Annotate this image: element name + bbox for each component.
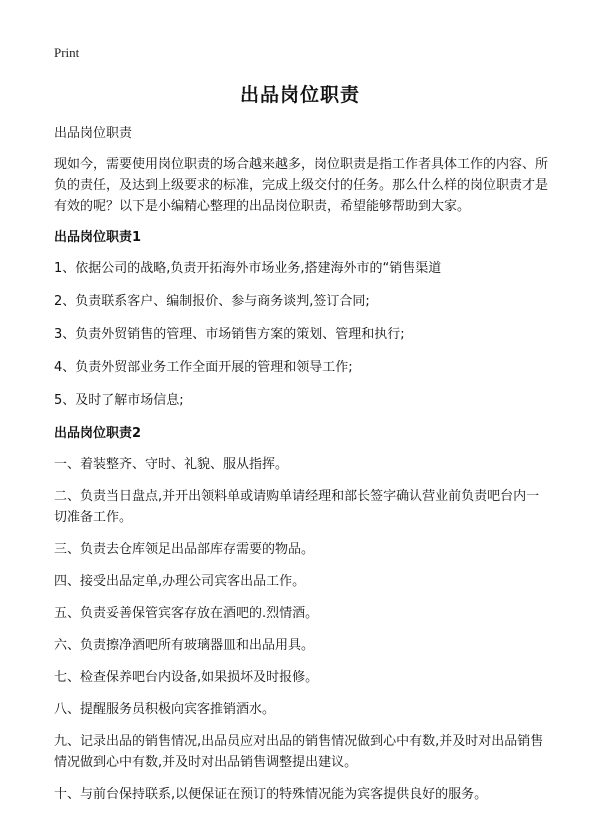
document-subtitle: 出品岗位职责 [54, 126, 133, 141]
list-item: 九、记录出品的销售情况,出品员应对出品的销售情况做到心中有数,并及时对出品销售情况做到心中有数,并及时对出品销售调整提出建议。 [54, 734, 544, 770]
list-item: 4、负责外贸部业务工作全面开展的管理和领导工作; [54, 360, 353, 375]
list-item: 5、及时了解市场信息; [54, 393, 184, 408]
print-link[interactable]: Print [54, 45, 80, 60]
list-item: 十、与前台保持联系,以便保证在预订的特殊情况能为宾客提供良好的服务。 [54, 787, 488, 802]
list-item: 八、提醒服务员积极向宾客推销酒水。 [54, 702, 276, 717]
list-item: 三、负责去仓库领足出品部库存需要的物品。 [54, 542, 315, 557]
list-item: 1、依据公司的战略,负责开拓海外市场业务,搭建海外市的“销售渠道 [54, 261, 442, 276]
section-2 [54, 423, 549, 805]
page-title: 出品岗位职责 [239, 84, 360, 106]
list-item: 3、负责外贸销售的管理、市场销售方案的策划、管理和执行; [54, 327, 405, 342]
list-item: 一、着装整齐、守时、礼貌、服从指挥。 [54, 457, 289, 472]
list-item: 2、负责联系客户、编制报价、参与商务谈判,签订合同; [54, 294, 370, 309]
section-heading: 出品岗位职责1 [54, 230, 142, 245]
section-1 [54, 227, 549, 411]
list-item: 四、接受出品定单,办理公司宾客出品工作。 [54, 574, 306, 589]
section-heading: 出品岗位职责2 [54, 426, 142, 441]
list-item: 五、负责妥善保管宾客存放在酒吧的.烈情酒。 [54, 606, 319, 621]
list-item: 六、负责擦净酒吧所有玻璃器皿和出品用具。 [54, 638, 315, 653]
list-item: 七、检查保养吧台内设备,如果损坏及时报修。 [54, 670, 319, 685]
list-item: 二、负责当日盘点,并开出领料单或请购单请经理和部长签字确认营业前负责吧台内一切准备工作。 [54, 489, 540, 525]
intro-paragraph: 现如今，需要使用岗位职责的场合越来越多，岗位职责是指工作者具体工作的内容、所负的责任，及达到上级要求的标准，完成上级交付的任务。那么什么样的岗位职责才是有效的呢？以下是小编精心整理的出品岗位职责，希望能够帮助到大家。 [54, 157, 549, 214]
document-body [54, 123, 549, 816]
